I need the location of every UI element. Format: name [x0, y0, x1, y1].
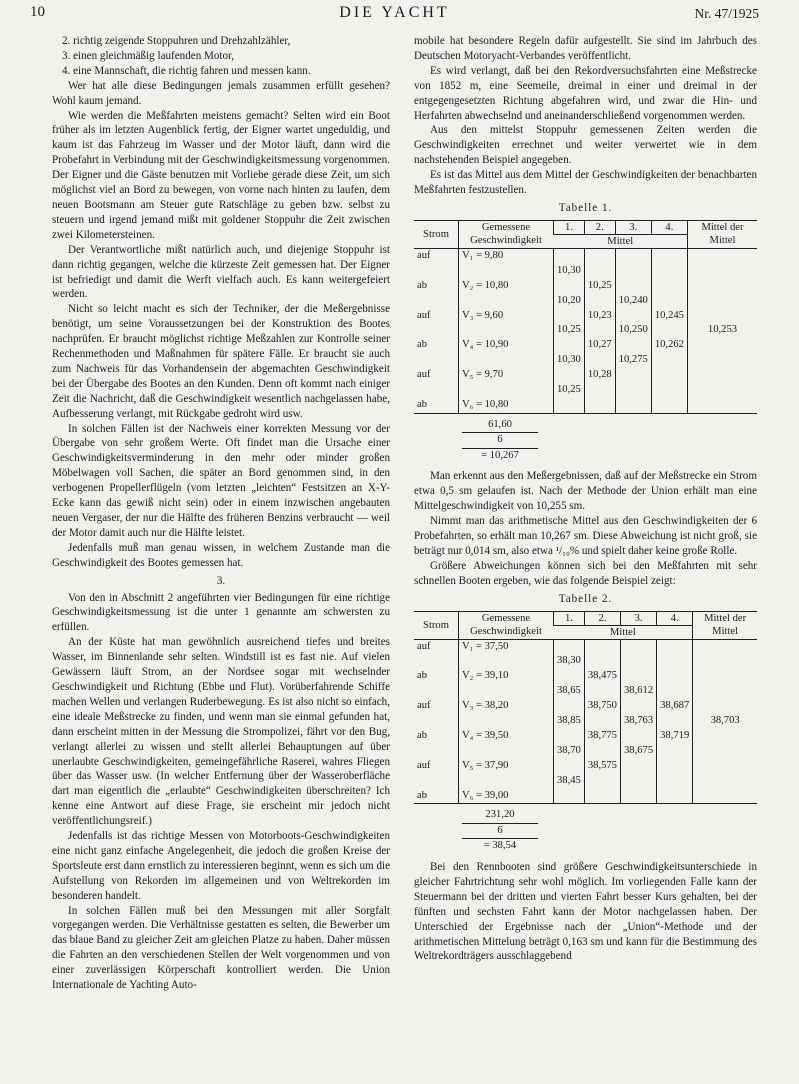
journal-title: DIE YACHT [339, 4, 450, 21]
table-cell [615, 279, 651, 294]
table-cell: 10,25 [554, 383, 585, 398]
table-row [414, 323, 757, 338]
table-cell [651, 398, 687, 413]
table-cell [554, 398, 585, 413]
table-cell [657, 684, 693, 699]
table2 [414, 611, 757, 805]
table-cell [584, 383, 615, 398]
table-cell [687, 264, 757, 279]
table-cell: 38,612 [620, 684, 656, 699]
table2-divisor: 6 [462, 823, 538, 839]
paragraph: Es wird verlangt, daß bei den Rekordversuchsfahrten eine Meßstrecke von 1852 m, eine Seemeile, dreimal in einer und dreimal in der entgegengesetzten Richtung abgefahren wird, und zwar die Hin- und Herfahrten abwechselnd und aneinanderschließend vorgenommen werden. [414, 64, 757, 122]
table-cell [584, 654, 620, 669]
table-cell [554, 699, 585, 714]
table-cell [651, 248, 687, 263]
table-cell [414, 383, 459, 398]
table2-sum [462, 808, 538, 854]
table1-body [414, 248, 757, 413]
table-cell [459, 684, 554, 699]
table-cell [620, 639, 656, 654]
table-cell: 38,30 [554, 654, 585, 669]
paragraph: Größere Abweichungen können sich bei den Meßfahrten mit sehr schnellen Booten ergeben, wie das folgende Beispiel zeigt: [414, 559, 757, 587]
table-cell [615, 338, 651, 353]
table-cell [414, 323, 459, 338]
table1-sum [462, 418, 538, 464]
table-cell: 38,719 [657, 729, 693, 744]
table-row [414, 684, 757, 699]
table2-header-strom: Strom [414, 611, 459, 639]
table-row [414, 353, 757, 368]
table-cell [615, 309, 651, 324]
left-column [52, 34, 390, 993]
table2-header-3: 3. [620, 611, 656, 625]
table-cell: V₅ = 37,90 [459, 759, 554, 774]
table-cell [459, 383, 554, 398]
table-cell [657, 669, 693, 684]
table-cell [620, 759, 656, 774]
table-cell [615, 264, 651, 279]
table-cell [414, 744, 459, 759]
table-cell [687, 279, 757, 294]
table-cell: ab [417, 729, 427, 741]
table1-header-2: 2. [584, 220, 615, 234]
table-cell: 10,245 [651, 309, 687, 324]
table-cell: auf [417, 700, 431, 712]
table-cell [615, 368, 651, 383]
table-row [414, 368, 757, 383]
list-item: 3. einen gleichmäßig laufenden Motor, [62, 49, 235, 62]
table-cell [414, 684, 459, 699]
table2-caption: Tabelle 2. [558, 592, 613, 605]
table-row [414, 248, 757, 263]
table-cell [459, 774, 554, 789]
table-cell: 38,675 [620, 744, 656, 759]
table-cell [651, 368, 687, 383]
table-cell: 38,775 [584, 729, 620, 744]
table-row [414, 264, 757, 279]
table-cell [693, 729, 757, 744]
table-row [414, 654, 757, 669]
table-cell [459, 744, 554, 759]
table-cell [693, 639, 757, 654]
list-item: 2. richtig zeigende Stoppuhren und Drehzahlzähler, [62, 35, 291, 47]
table2-result: = 38,54 [462, 838, 538, 854]
table-cell [693, 774, 757, 789]
table-cell: 10,23 [584, 309, 615, 324]
table-cell: auf [417, 249, 431, 261]
table-cell: 38,65 [554, 684, 585, 699]
table-cell [687, 353, 757, 368]
table-cell: 10,240 [615, 294, 651, 309]
paragraph: Jedenfalls muß man genau wissen, in welchem Zustande man die Geschwindigkeit des Bootes gemessen hat. [52, 541, 390, 569]
table-cell [554, 759, 585, 774]
table-cell [651, 353, 687, 368]
table-cell [651, 279, 687, 294]
table-cell: 10,275 [615, 353, 651, 368]
table-cell: 38,45 [554, 774, 585, 789]
paragraph: Es ist das Mittel aus dem Mittel der Geschwindigkeiten der benachbarten Meßfahrten festzustellen. [414, 169, 757, 197]
table-cell [584, 684, 620, 699]
table-row [414, 383, 757, 398]
table-cell [687, 294, 757, 309]
table-cell [584, 264, 615, 279]
table-cell: ab [414, 789, 459, 804]
table-row [414, 714, 757, 729]
table-cell: V₂ = 10,80 [459, 279, 554, 294]
table-cell [657, 654, 693, 669]
table-cell: V₆ = 10,80 [459, 398, 554, 413]
table-cell [584, 774, 620, 789]
table-cell [414, 353, 459, 368]
table-cell [584, 323, 615, 338]
table-cell [615, 383, 651, 398]
table-cell [693, 669, 757, 684]
table2-header-gemessen: Gemessene Geschwindigkeit [459, 611, 554, 639]
table-row [414, 398, 757, 413]
table1-header-1: 1. [554, 220, 585, 234]
table-cell [657, 759, 693, 774]
table-cell [584, 639, 620, 654]
table-cell [687, 398, 757, 413]
table-cell [554, 309, 585, 324]
table-cell [620, 654, 656, 669]
table-cell [554, 669, 585, 684]
paragraph: Nicht so leicht macht es sich der Techniker, der die Meßergebnisse benötigt, um seine Voraussetzungen bei der Konstruktion des Bootes nachprüfen. Er braucht möglichst richtige Meßzahlen zur Kontrolle seiner Rechenmethoden und Maßnahmen für spätere Fälle. Er braucht sie auch zum Nachweis für das Vorhandensein der abgemachten Geschwindigkeit bei der Übergabe des Bootes an den Kunden. Denn oft kommt nach einiger Zeit die Nachricht, daß die Geschwindigkeit wesentlich nachgelassen habe, Aufbesserung verlangt, mit Rückgabe gedroht wird usw. [52, 303, 390, 420]
table-cell [584, 294, 615, 309]
table1-caption: Tabelle 1. [558, 201, 613, 214]
table1-sum-value: 61,60 [488, 418, 512, 430]
table-cell: 38,475 [584, 669, 620, 684]
table-cell: 38,703 [693, 714, 757, 729]
table-cell [615, 398, 651, 413]
table-cell [620, 729, 656, 744]
table-cell: V₃ = 9,60 [459, 309, 554, 324]
table-cell [459, 654, 554, 669]
table-cell: ab [417, 339, 427, 351]
paragraph: Wer hat alle diese Bedingungen jemals zusammen erfüllt gesehen? Wohl kaum jemand. [52, 79, 390, 107]
table-row [414, 699, 757, 714]
table-cell: 10,250 [615, 323, 651, 338]
table-cell [584, 248, 615, 263]
paragraph: In solchen Fällen ist der Nachweis einer korrekten Messung vor der Übergabe von sehr großem Werte. Oft findet man die Ursache einer Geschwindigkeitsverminderung in den mehr oder minder großen Möbelwagen voll Sachen, die später an Bord genommen sind, in den verbogenen Propellerflügeln (vom letzten „leichten“ Festsitzen an X-Y-Ecke kann das gewiß nicht sein) oder in einem inzwischen angebauten neuen Vergaser, der nur die Hälfte des früheren Benzins verbraucht — weil der Motor damit auch nur die Hälfte leistet. [52, 422, 390, 539]
table-cell [554, 338, 585, 353]
table1-divisor: 6 [462, 432, 538, 448]
table-cell [651, 294, 687, 309]
section-number: 3. [216, 574, 226, 587]
table-cell: V₄ = 39,50 [459, 729, 554, 744]
table-cell [459, 353, 554, 368]
table-cell [693, 654, 757, 669]
table-cell [620, 774, 656, 789]
table2-header-1: 1. [554, 611, 585, 625]
paragraph: Man erkennt aus den Meßergebnissen, daß auf der Meßstrecke ein Strom etwa 0,5 sm gelaufen ist. Nach der Methode der Union erhält man eine Mittelgeschwindigkeit von 10,255 sm. [414, 470, 757, 513]
table-row [414, 789, 757, 804]
table-cell: V₁ = 37,50 [459, 639, 554, 654]
table-cell [657, 639, 693, 654]
table2-sum-value: 231,20 [485, 809, 515, 821]
table-cell [687, 338, 757, 353]
table-cell: 10,28 [584, 368, 615, 383]
table-cell: 10,262 [651, 338, 687, 353]
table1-header-gemessen: Gemessene Geschwindigkeit [459, 220, 554, 248]
table2-header-mittel-der: Mittel der Mittel [693, 611, 757, 639]
paragraph: Jedenfalls ist das richtige Messen von Motorboots-Geschwindigkeiten eine nicht ganz einfache Angelegenheit, die jedoch die großen Kreise der Sportsleute erst dann ernstlich zu interessieren beginnt, wenn es sich um die Aufstellung von Rekorden im allgemeinen und von Weltrekorden im besonderen handelt. [52, 830, 390, 902]
paragraph: Nimmt man das arithmetische Mittel aus den Geschwindigkeiten der 6 Probefahrten, so erhält man 10,267 sm. Diese Abweichung ist nicht groß, sie beträgt nur 0,014 sm, also etwa ¹/₁₀% und spielt daher keine große Rolle. [414, 515, 757, 557]
table-row [414, 759, 757, 774]
table2-header-mittel: Mittel [554, 625, 693, 639]
list-item: 4. eine Mannschaft, die richtig fahren und messen kann. [62, 64, 311, 77]
paragraph: Der Verantwortliche mißt natürlich auch, und diejenige Stoppuhr ist dann richtig gegangen, welche die kürzeste Zeit gemessen hat. Der Eigner ist befriedigt und damit die Werft vielfach auch. Es kann weitergefeiert werden. [52, 243, 390, 301]
table-cell [651, 264, 687, 279]
table-cell: 10,27 [584, 338, 615, 353]
table-cell [414, 264, 459, 279]
paragraph: Wie werden die Meßfahrten meistens gemacht? Selten wird ein Boot früher als im letzten Augenblick fertig, der Eigner wartet ungeduldig, und kaum ist das Fahrzeug im Wasser und der Motor läuft, dann wird die Probefahrt in Verbindung mit der Geschwindigkeitsmessung vorgenommen. Der Eigner und die Gäste benutzen mit Vorliebe gerade diese Zeit, um sich möglichst viel an Bord zu bewegen, von vorne nach hinten zu laufen, dem neuen Bootsmann am Steuer gute Ratschläge zu geben bzw. selbst zu steuern und irgend jemand mißt mit goldener Stoppuhr die Zeit zwischen zwei Kilometersteinen. [52, 109, 390, 241]
table-cell [693, 759, 757, 774]
table-cell [657, 789, 693, 804]
table1-result: = 10,267 [462, 448, 538, 464]
table2-header-2: 2. [584, 611, 620, 625]
issue-number: Nr. 47/1925 [694, 6, 759, 21]
paragraph: Aus den mittelst Stoppuhr gemessenen Zeiten werden die Geschwindigkeiten errechnet und weiter verwertet wie in dem nachstehenden Beispiel angegeben. [414, 124, 757, 167]
table-row [414, 294, 757, 309]
table-cell: ab [417, 670, 427, 682]
table-cell: 10,20 [554, 294, 585, 309]
table-cell [584, 744, 620, 759]
table-cell: auf [417, 369, 431, 381]
table-cell [554, 279, 585, 294]
table1 [414, 220, 757, 414]
table-row [414, 669, 757, 684]
table-cell [584, 789, 620, 804]
table-cell [657, 714, 693, 729]
right-column-conclusion [414, 860, 757, 964]
table-cell [615, 248, 651, 263]
page-header [30, 4, 759, 26]
right-column-intro [414, 34, 757, 198]
table-cell: auf [417, 309, 431, 321]
table-cell: 10,30 [554, 353, 585, 368]
table-cell [651, 383, 687, 398]
table-cell [657, 774, 693, 789]
table2-body [414, 639, 757, 804]
table-cell: V₂ = 39,10 [459, 669, 554, 684]
table-cell: ab [414, 398, 459, 413]
table-cell [620, 699, 656, 714]
table-row [414, 279, 757, 294]
table-cell: V₁ = 9,80 [459, 248, 554, 263]
table-row [414, 774, 757, 789]
table-cell [687, 309, 757, 324]
table-cell [651, 323, 687, 338]
table-cell [414, 714, 459, 729]
table-row [414, 744, 757, 759]
table-cell [584, 714, 620, 729]
table-cell: V₅ = 9,70 [459, 368, 554, 383]
right-column [414, 34, 757, 964]
table-cell: ab [417, 279, 427, 291]
table-cell [620, 669, 656, 684]
table-cell [459, 294, 554, 309]
paragraph: mobile hat besondere Regeln dafür aufgestellt. Sie sind im Jahrbuch des Deutschen Motoryacht-Verbandes veröffentlicht. [414, 35, 757, 62]
table-cell: 38,750 [584, 699, 620, 714]
table-cell [459, 714, 554, 729]
table-cell: 10,25 [554, 323, 585, 338]
table-cell [459, 264, 554, 279]
table-row [414, 729, 757, 744]
paragraph: Von den in Abschnitt 2 angeführten vier Bedingungen für eine richtige Geschwindigkeitsmessung ist die unter 1 genannte am schwersten zu erfüllen. [52, 591, 390, 634]
table-cell [459, 323, 554, 338]
table-cell: 38,687 [657, 699, 693, 714]
table1-header-3: 3. [615, 220, 651, 234]
table-cell [657, 744, 693, 759]
table-cell: 38,575 [584, 759, 620, 774]
table-cell: auf [417, 759, 431, 771]
table-cell: V₄ = 10,90 [459, 338, 554, 353]
page-number: 10 [30, 4, 45, 20]
table-cell: 10,25 [584, 279, 615, 294]
paragraph: An der Küste hat man gewöhnlich ausreichend tiefes und breites Wasser, im Binnenlande sehr selten. Windstill ist es fast nie. Auf vielen Gewässern läuft Strom, an der Nordsee sogar mit wechselnder Geschwindigkeit und Richtung (Ebbe und Flut). Vorüberfahrende Schiffe machen Wellen und verlangen Ruderbewegung. Es ist also nicht so einfach, eine ideale Meßstrecke zu finden, und wenn man sie einmal gefunden hat, dann erscheint mitten in der Messung die Strompolizei, fährt vor den Bug, verlangt allerlei zu wissen und stellt allerlei Behauptungen auf über unerlaubte Geschwindigkeiten, gemeingefährliche Raserei, wahres Fliegen über das Wasser usw. (In welcher Entfernung über der Wasseroberfläche dart man eigentlich die „erlaubte“ Geschwindigkeiten überschreiten? Ich kenne eine Antwort auf diese Frage, sie erscheint mir jedoch nicht veröffentlichungsreif.) [52, 636, 390, 828]
table-cell [693, 699, 757, 714]
table-cell [554, 639, 585, 654]
table-cell [687, 383, 757, 398]
table-cell: auf [417, 640, 431, 652]
table-cell [554, 729, 585, 744]
table-cell: V₆ = 39,00 [459, 789, 554, 804]
table-row [414, 309, 757, 324]
table-cell [693, 684, 757, 699]
table-cell [554, 248, 585, 263]
table-cell: 38,763 [620, 714, 656, 729]
paragraph: Bei den Rennbooten sind größere Geschwindigkeitsunterschiede in gleicher Fahrtrichtung sehr wohl möglich. Im vorliegenden Falle kann der Steuermann bei der dritten und vierten Fahrt besser Kurs gehalten, bei der fünften und sechsten Fahrt kann der Motor nachgelassen haben. Der Unterschied der Ergebnisse nach der „Union“-Methode und der arithmetischen Mittelung beträgt 0,163 sm und kann für die Bestimmung des Weltrekordträgers ausschlaggebend [414, 860, 757, 963]
table-cell: 38,85 [554, 714, 585, 729]
table-cell [687, 248, 757, 263]
table-cell [687, 368, 757, 383]
table-cell [554, 789, 585, 804]
table-cell [554, 368, 585, 383]
table-cell [584, 398, 615, 413]
table1-header-4: 4. [651, 220, 687, 234]
table-cell: 10,30 [554, 264, 585, 279]
right-column-middle [414, 469, 757, 588]
table-row [414, 639, 757, 654]
table-cell [584, 353, 615, 368]
table-cell [414, 654, 459, 669]
table1-header-mittel: Mittel [554, 234, 688, 248]
paragraph: In solchen Fällen muß bei den Messungen mit aller Sorgfalt vorgegangen werden. Die Verhältnisse gestatten es selten, die Bewerber um das blaue Band zu gleicher Zeit am gleichen Platze zu haben. Daher müssen die Fahrten an den verschiedenen Stellen der Welt vorgenommen und von einer zuverlässigen Körperschaft kontrolliert werden. Die Union Internationale de Yachting Auto- [52, 904, 390, 992]
table1-header-strom: Strom [414, 220, 459, 248]
table-row [414, 338, 757, 353]
table-cell: V₃ = 38,20 [459, 699, 554, 714]
table-cell [693, 744, 757, 759]
table-cell: 10,253 [687, 323, 757, 338]
table-cell [693, 789, 757, 804]
table-cell [414, 294, 459, 309]
table-cell [620, 789, 656, 804]
table-cell [414, 774, 459, 789]
table1-header-mittel-der: Mittel der Mittel [687, 220, 757, 248]
table-cell: 38,70 [554, 744, 585, 759]
table2-header-4: 4. [657, 611, 693, 625]
